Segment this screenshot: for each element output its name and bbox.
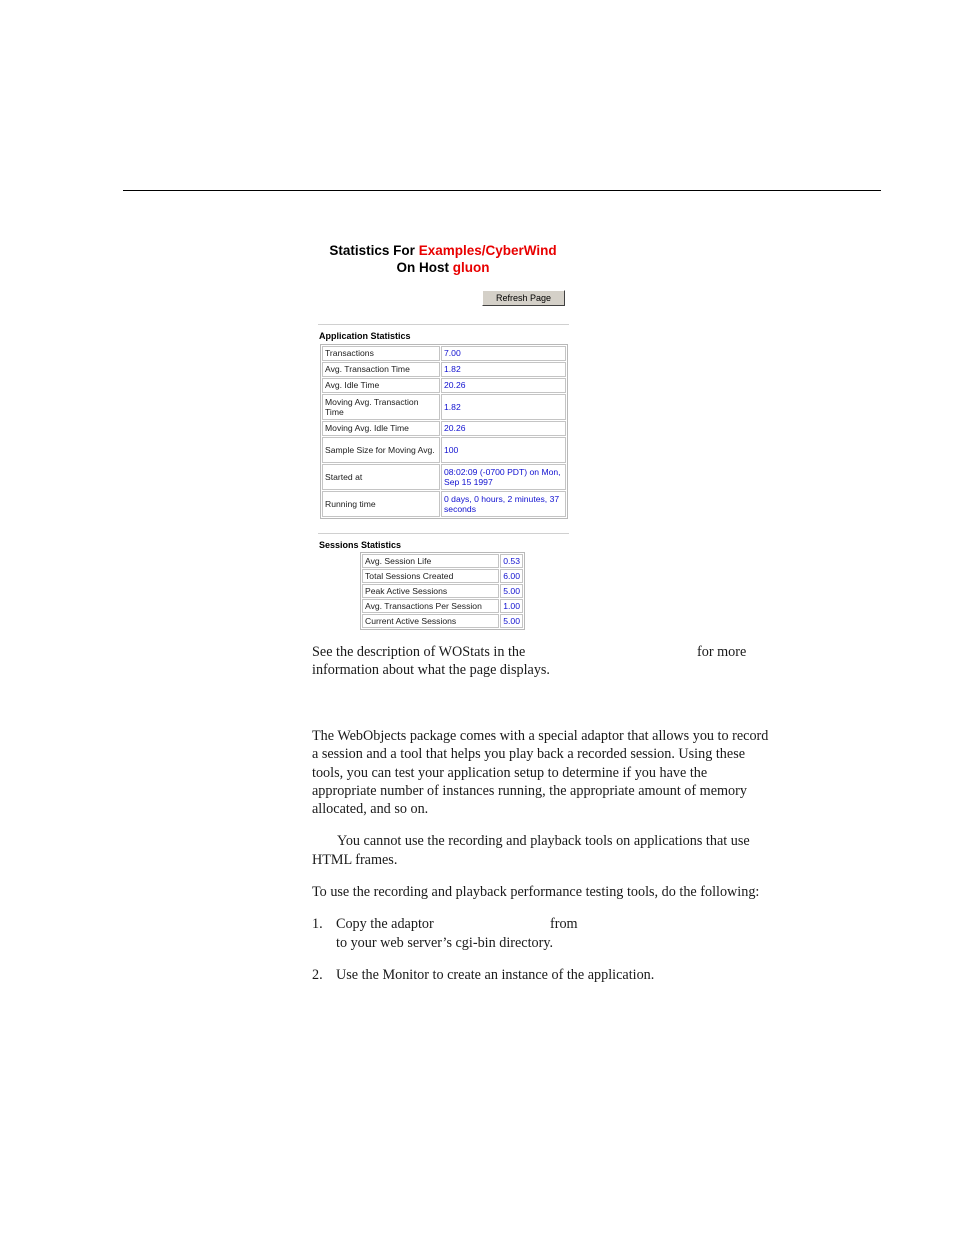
stat-label: Avg. Transaction Time [322, 362, 440, 377]
step-number: 1. [312, 916, 323, 932]
header-rule [123, 190, 881, 191]
stat-label: Peak Active Sessions [362, 584, 499, 598]
application-statistics-table [320, 344, 568, 519]
stat-value: 6.00 [500, 569, 523, 583]
stat-value: 0 days, 0 hours, 2 minutes, 37 seconds [441, 491, 566, 517]
table-row [322, 362, 566, 377]
stat-value: 0.53 [500, 554, 523, 568]
table-row [322, 378, 566, 393]
wostats-screenshot [312, 236, 574, 632]
table-row [322, 394, 566, 420]
table-row [362, 614, 523, 628]
stat-label: Total Sessions Created [362, 569, 499, 583]
sessions-statistics-table [360, 552, 525, 630]
stat-label: Started at [322, 464, 440, 490]
stat-value: 1.82 [441, 394, 566, 420]
table-row [322, 437, 566, 463]
table-row [362, 554, 523, 568]
section-divider [318, 324, 569, 325]
app-section-title: Application Statistics [319, 331, 411, 341]
table-row [322, 421, 566, 436]
stat-label: Running time [322, 491, 440, 517]
stats-page-title: Statistics For Examples/CyberWind On Host gluon [329, 243, 557, 275]
step-number: 2. [312, 967, 323, 983]
stat-label: Moving Avg. Transaction Time [322, 394, 440, 420]
stat-label: Transactions [322, 346, 440, 361]
table-row [322, 491, 566, 517]
stat-value: 1.00 [500, 599, 523, 613]
host-name: gluon [452, 260, 490, 275]
stat-label: Sample Size for Moving Avg. [322, 437, 440, 463]
stat-value: 08:02:09 (-0700 PDT) on Mon, Sep 15 1997 [441, 464, 566, 490]
table-row [322, 346, 566, 361]
app-name: Examples/CyberWind [418, 243, 557, 258]
stat-value: 5.00 [500, 584, 523, 598]
stat-label: Avg. Transactions Per Session [362, 599, 499, 613]
stat-label: Avg. Session Life [362, 554, 499, 568]
stat-value: 7.00 [441, 346, 566, 361]
stat-value: 20.26 [441, 378, 566, 393]
refresh-page-button[interactable]: Refresh Page [482, 290, 565, 306]
stat-value: 100 [441, 437, 566, 463]
stat-value: 5.00 [500, 614, 523, 628]
table-row [362, 599, 523, 613]
sessions-section-title: Sessions Statistics [319, 540, 402, 550]
stat-label: Current Active Sessions [362, 614, 499, 628]
section-divider [318, 533, 569, 534]
table-row [362, 569, 523, 583]
table-row [322, 464, 566, 490]
stat-value: 1.82 [441, 362, 566, 377]
table-row [362, 584, 523, 598]
stat-label: Avg. Idle Time [322, 378, 440, 393]
stat-label: Moving Avg. Idle Time [322, 421, 440, 436]
stat-value: 20.26 [441, 421, 566, 436]
